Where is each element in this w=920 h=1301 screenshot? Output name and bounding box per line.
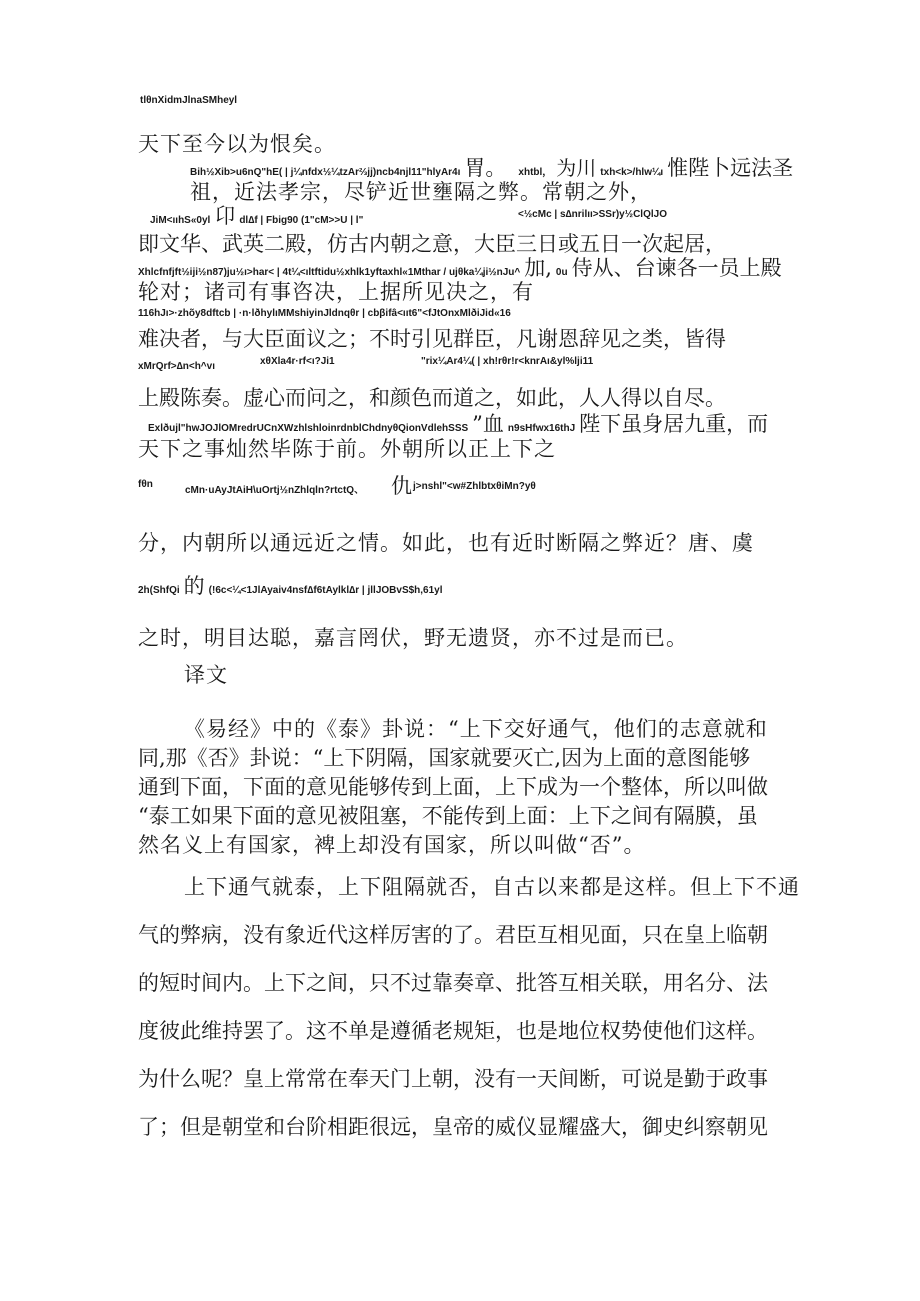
garbled-header: tlθnXidmJlnaSMheyl [140,95,238,106]
garbled-text: xMrQrf>∆n<h^vı [138,361,215,372]
text-line: 气的弊病，没有象近代这样厉害的了。君臣互相见面，只在皇上临朝 [138,923,768,947]
garbled-text: Exlðujl"hwJOJlOMredrUCnXWzhlshloinrdnblChdnyθQionVdlehSSS [148,423,469,434]
text-line: 为什么呢？皇上常常在奉天门上朝，没有一天间断，可说是勤于政事 [138,1067,768,1091]
garbled-text: Bih½Xib>u6nQ"hE( | j¼nfdx½¼tzAr⅔jj)ncb4njl11"hlyAr4ı [190,167,461,178]
mixed-line [138,474,578,498]
mixed-line [150,200,690,230]
text-line: 度彼此维持罢了。这不单是遵循老规矩，也是地位权势使他们这样。 [138,1019,768,1043]
section-heading: 译文 [184,663,228,687]
text-fragment: 的 [183,574,205,598]
text-line: 轮对；诸司有事咨决，上据所见决之，有 [138,280,534,304]
text-line: 通到下面，下面的意见能够传到上面，上下成为一个整体，所以叫做 [138,775,768,799]
text-line: 的短时间内。上下之间，只不过靠奏章、批答互相关联，用名分、法 [138,971,768,995]
text-fragment: ”血 [472,412,504,436]
garbled-text: xhtbl， [518,167,553,178]
text-line: “泰工如果下面的意见被阻塞，不能传到上面：上下之间有隔膜，虽 [138,804,758,828]
text-line: 天下至今以为恨矣。 [138,132,336,156]
garbled-text: 0u [555,267,568,278]
mixed-line [138,570,443,600]
garbled-text: xθXla4r·rf<ı?Ji1 [260,356,335,367]
text-fragment: 加, [524,256,552,280]
garbled-text: Xhlcfnfjft½iji½n87)ju½ı>har< | 4t¼<ıltftidu½xhlk1yftaxhl«1Mthar / ujθka¼ji½nJu^ [138,267,521,278]
text-fragment: 胃。 [464,156,507,180]
garbled-text: "rix¼Ar4¼( | xh!rθr!r<knrAı&yl%lji11 [421,356,594,367]
text-line: 之时，明目达聪，嘉言罔伏，野无遗贤，亦不过是而已。 [138,626,688,650]
text-line: 然名义上有国家，裨上却没有国家，所以叫做“否”。 [138,833,646,857]
garbled-text: 2h(ShfQi [138,585,180,596]
text-line: 分，内朝所以通远近之情。如此，也有近时断隔之弊近？唐、虞 [138,531,754,555]
garbled-text: j>nshl"<w#ZhlbtxθiMn?yθ [413,481,536,492]
garbled-text: <½cMc | s∆nrilıı>SSr)y½ClQlJO [518,209,667,220]
garbled-text: (!6c<¼<1JlAyaiv4nsf∆f6tAylkl∆r | jllJOBvS$h,61yl [208,585,443,596]
text-line: 同,那《否》卦说：“上下阴隔，国家就要灭亡,因为上面的意图能够 [138,746,751,770]
text-fragment: 卬 [214,204,236,228]
text-line: 了；但是朝堂和台阶相距很远，皇帝的威仪显耀盛大，御史纠察朝见 [138,1115,768,1139]
garbled-text: cMn·uAyJtAiH\uOrtj½nZhlqln?rtctQ、 [185,485,365,496]
text-fragment: 仇 [391,474,412,498]
garbled-line: 116hJı>·zhõy8dftcb | ·n·lðhylıMMshiyinJldnqθr | cbβifâ<ııt6"<fJtOnxMlðiJid«16 [138,308,511,319]
text-line: 难决者，与大臣面议之；不时引见群臣，凡谢恩辞见之类，皆得 [138,327,726,351]
text-line: 《易经》中的《泰》卦说：“上下交好通气，他们的志意就和 [184,717,768,741]
text-fragment: 为川 [556,156,597,180]
text-fragment: 陛下虽身居九重，而 [579,412,769,436]
text-line: 即文华、武英二殿，仿古内朝之意，大臣三日或五日一次起居， [138,232,726,256]
garbled-text: fθn [138,479,153,490]
text-fragment: 惟陛卜远法圣 [667,156,794,180]
text-fragment: 侍从、台谏各一员上殿 [571,256,782,280]
text-line: 上下通气就泰，上下阻隔就否，自古以来都是这样。但上下不通 [184,875,800,899]
garbled-text: n9sHfwx16thJ [507,423,576,434]
garbled-text: txh<k>/hlw¼ı [600,167,664,178]
garbled-text: JiM<ııhS«0yl [150,215,211,226]
garbled-text: dl∆f | Fbig90 (1"cM>>U | l" [239,215,364,226]
mixed-line [138,356,598,374]
text-line: 祖，近法孝宗，尽铲近世壅隔之弊。常朝之外， [190,180,652,204]
text-line: 上殿陈奏。虚心而问之，和颜色而道之，如此，人人得以自尽。 [138,386,726,410]
text-line: 天下之事灿然毕陈于前。外朝所以正上下之 [138,437,556,461]
